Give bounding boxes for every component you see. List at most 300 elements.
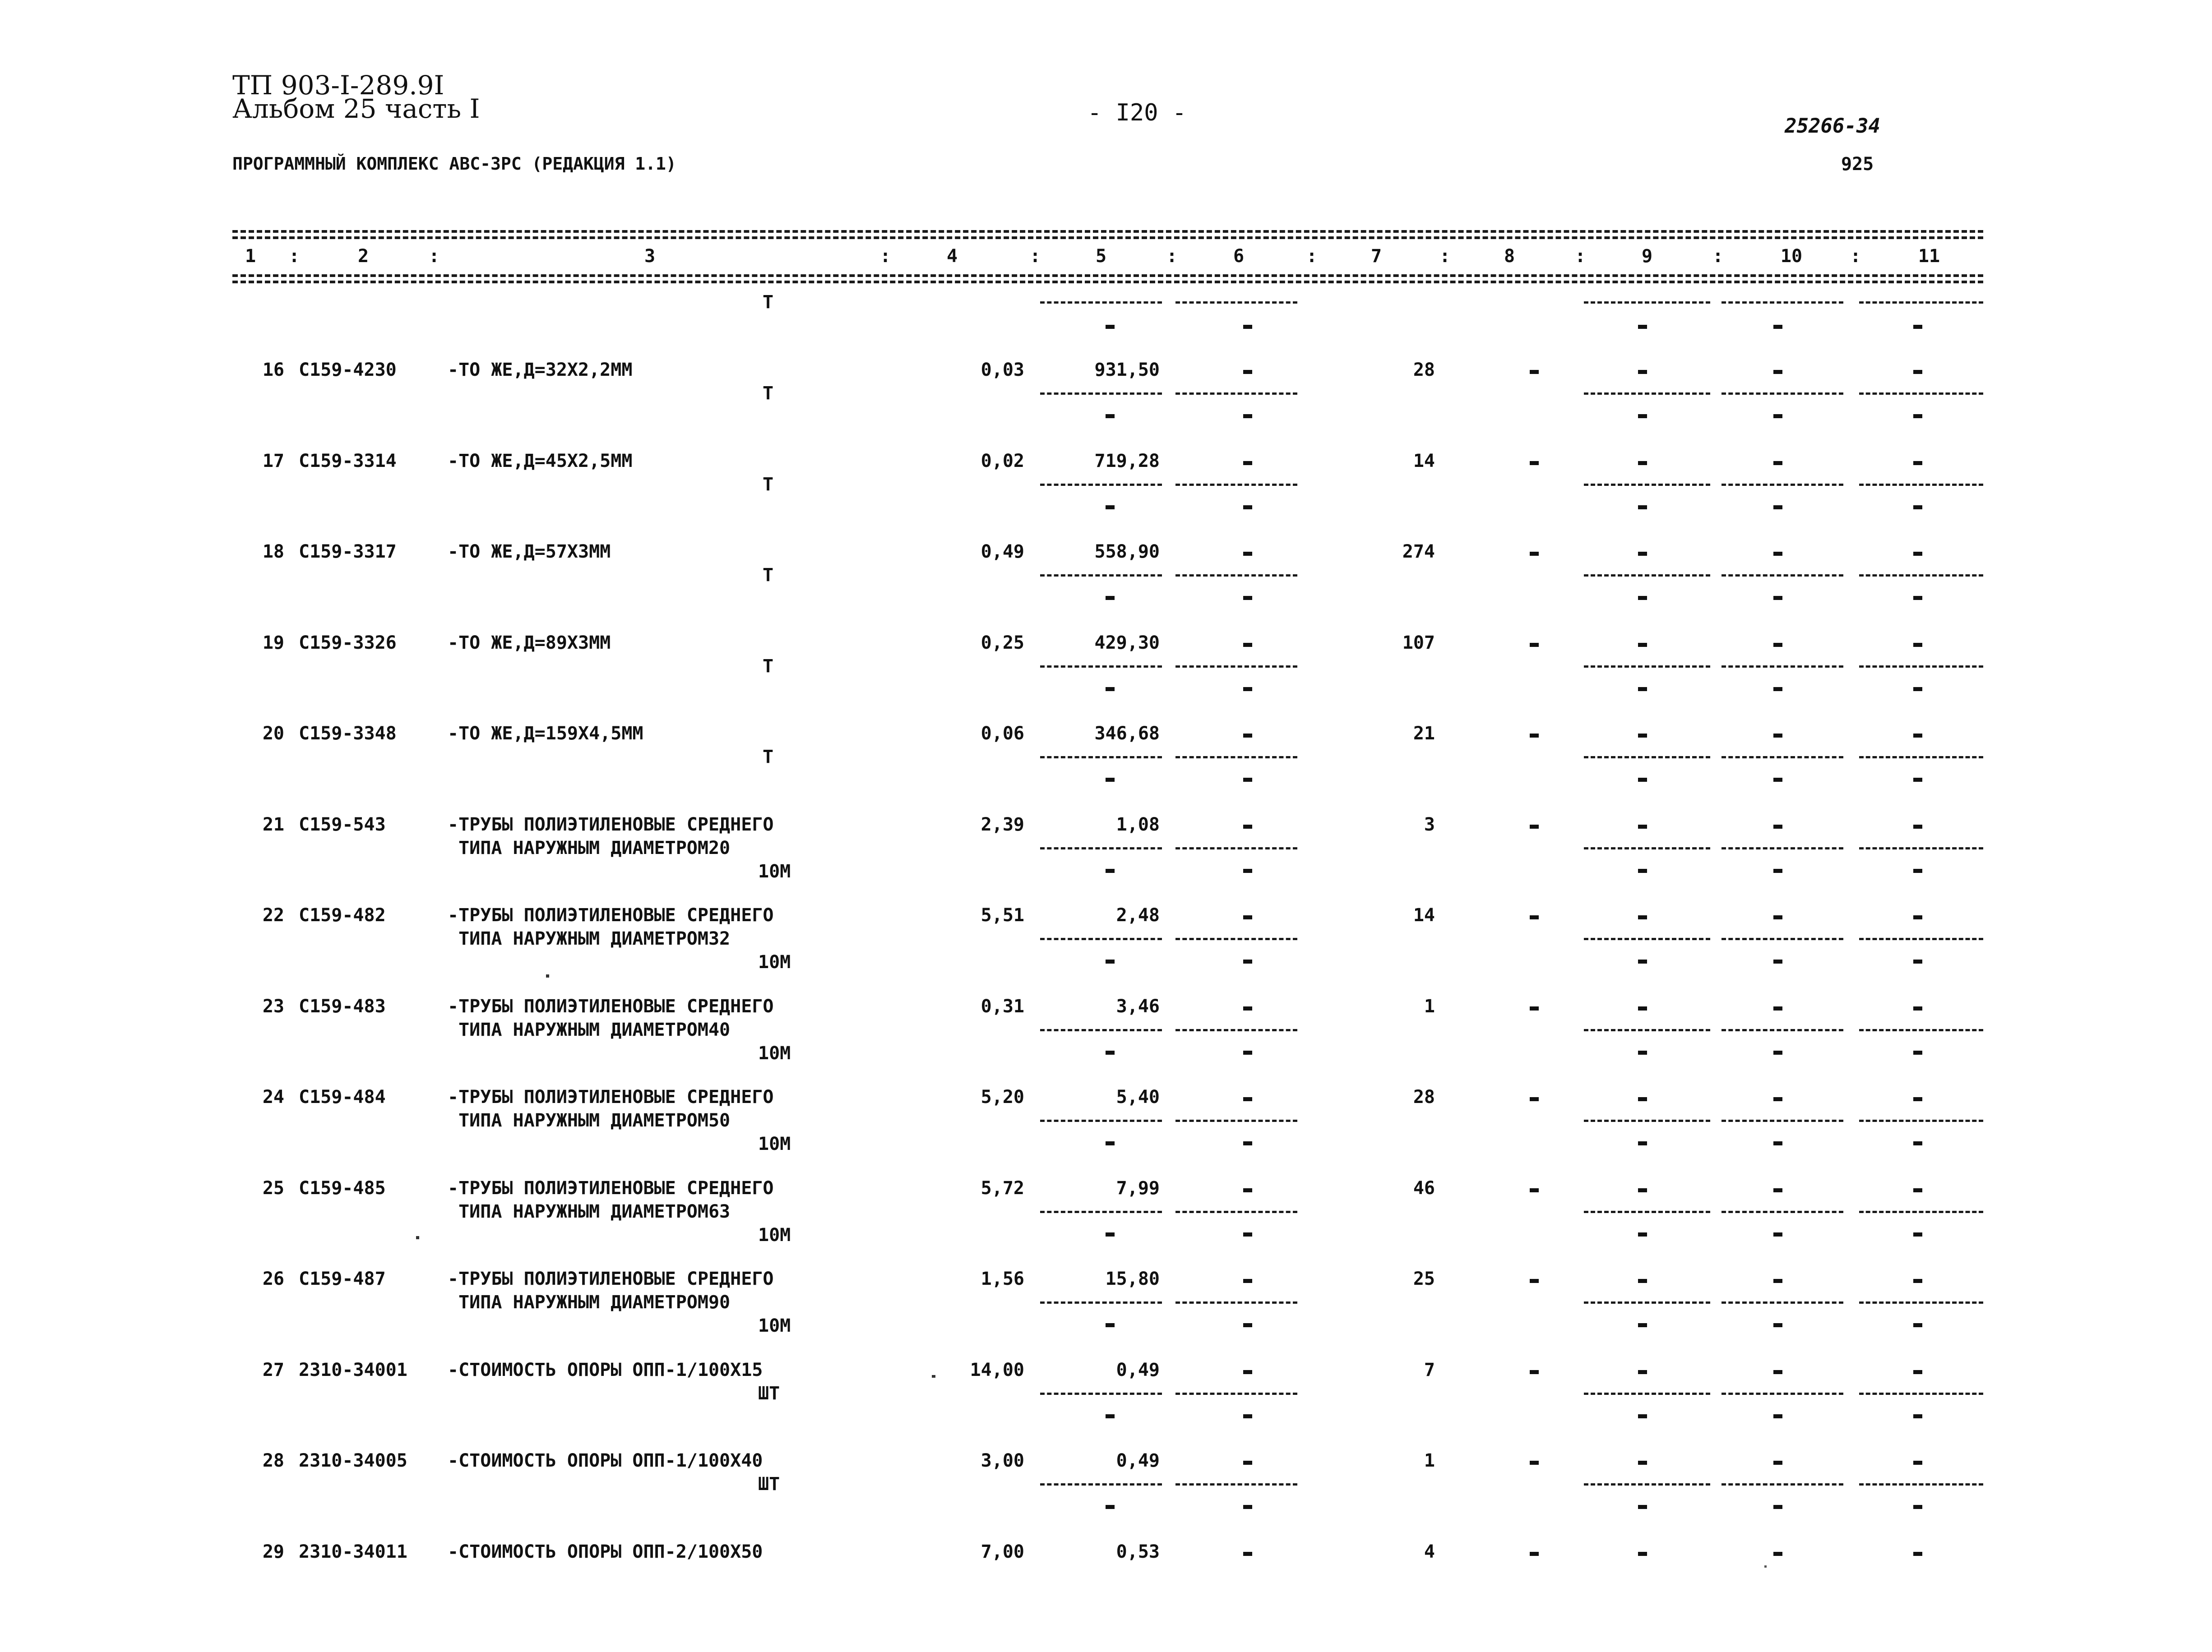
dash-mark — [1913, 1552, 1922, 1556]
dash-mark — [1913, 687, 1922, 691]
subtotal-rule — [1721, 756, 1843, 758]
subtotal-rule — [1859, 1483, 1983, 1486]
dash-mark — [1530, 915, 1539, 919]
document-code: ТП 903-I-289.9I — [232, 70, 444, 101]
unit-label: 10М — [758, 1315, 791, 1336]
column-header-11: 11 — [1918, 246, 1940, 267]
price-value: 0,49 — [1116, 1360, 1160, 1380]
subtotal-rule — [1721, 1393, 1843, 1395]
quantity-value: 7,00 — [981, 1541, 1024, 1562]
subtotal-rule — [1584, 847, 1710, 849]
dash-mark — [1913, 596, 1922, 600]
subtotal-rule — [1175, 847, 1297, 849]
dash-mark — [1638, 1505, 1647, 1509]
item-description: ТИПА НАРУЖНЫМ ДИАМЕТРОМ63 — [448, 1201, 731, 1222]
dash-mark — [1243, 461, 1252, 465]
dash-mark — [1106, 960, 1115, 964]
subtotal-rule — [1721, 665, 1843, 668]
dash-mark — [1773, 1006, 1782, 1011]
quantity-value: 2,39 — [981, 814, 1024, 835]
item-code: С159-483 — [299, 996, 386, 1017]
row-number: 18 — [262, 541, 284, 562]
row-number: 21 — [262, 814, 284, 835]
dash-mark — [1243, 1505, 1252, 1509]
dash-mark — [1913, 825, 1922, 829]
subtotal-rule — [1859, 847, 1983, 849]
dash-mark — [1243, 1097, 1252, 1101]
row-number: 26 — [262, 1269, 284, 1289]
item-description: -ТО ЖЕ,Д=45Х2,5ММ — [448, 451, 633, 471]
dash-mark — [1638, 414, 1647, 418]
quantity-value: 0,02 — [981, 451, 1024, 471]
unit-label: ШТ — [758, 1383, 780, 1404]
dash-mark — [1638, 1370, 1647, 1374]
dash-mark — [1913, 1370, 1922, 1374]
subtotal-rule — [1584, 1211, 1710, 1213]
quantity-value: 0,25 — [981, 632, 1024, 653]
dash-mark — [1773, 1323, 1782, 1327]
dash-mark — [1106, 1414, 1115, 1418]
subtotal-rule — [1040, 1029, 1162, 1031]
album-label: Альбом 25 часть I — [232, 93, 480, 124]
dash-mark — [1243, 1279, 1252, 1283]
subtotal-rule — [1721, 484, 1843, 486]
dash-mark — [1638, 643, 1647, 647]
dash-mark — [1913, 1414, 1922, 1418]
dash-mark — [1773, 1505, 1782, 1509]
dash-mark — [1913, 778, 1922, 782]
dash-mark — [1773, 414, 1782, 418]
dash-mark — [1913, 734, 1922, 738]
subtotal-rule — [1175, 484, 1297, 486]
column-separator: : — [289, 246, 300, 267]
dash-mark — [1638, 1141, 1647, 1145]
subtotal-rule — [1721, 1120, 1843, 1122]
quantity-value: 0,06 — [981, 723, 1024, 744]
dash-mark — [1773, 505, 1782, 509]
subtotal-rule — [1859, 938, 1983, 940]
dash-mark — [1106, 1141, 1115, 1145]
subtotal-rule — [1040, 1120, 1162, 1122]
dash-mark — [1638, 1006, 1647, 1011]
dash-mark — [1243, 1188, 1252, 1192]
column-header-9: 9 — [1641, 246, 1653, 267]
column-separator: : — [1850, 246, 1861, 267]
subtotal-rule — [1175, 1393, 1297, 1395]
quantity-value: 1,56 — [981, 1269, 1024, 1289]
dash-mark — [1913, 1188, 1922, 1192]
cost-value: 4 — [1424, 1541, 1435, 1562]
dash-mark — [1106, 1323, 1115, 1327]
item-description: -ТРУБЫ ПОЛИЭТИЛЕНОВЫЕ СРЕДНЕГО — [448, 1269, 774, 1289]
dash-mark — [1913, 414, 1922, 418]
dash-mark — [1913, 505, 1922, 509]
dash-mark — [1913, 370, 1922, 374]
quantity-value: 0,03 — [981, 360, 1024, 380]
subtotal-rule — [1040, 484, 1162, 486]
dash-mark — [1638, 596, 1647, 600]
dash-mark — [1913, 1505, 1922, 1509]
price-value: 0,53 — [1116, 1541, 1160, 1562]
cost-value: 28 — [1413, 360, 1435, 380]
dash-mark — [1773, 325, 1782, 329]
dash-mark — [1638, 505, 1647, 509]
dash-mark — [1106, 505, 1115, 509]
subtotal-rule — [1175, 1211, 1297, 1213]
subtotal-rule — [1175, 756, 1297, 758]
row-number: 20 — [262, 723, 284, 744]
column-separator: : — [1306, 246, 1318, 267]
column-header-8: 8 — [1504, 246, 1515, 267]
dash-mark — [1530, 643, 1539, 647]
column-header-5: 5 — [1095, 246, 1107, 267]
subtotal-rule — [1040, 301, 1162, 304]
dash-mark — [1106, 1232, 1115, 1237]
unit-label: Т — [763, 292, 774, 313]
price-value: 346,68 — [1094, 723, 1160, 744]
dash-mark — [1243, 643, 1252, 647]
item-description: -ТРУБЫ ПОЛИЭТИЛЕНОВЫЕ СРЕДНЕГО — [448, 814, 774, 835]
cost-value: 1 — [1424, 1450, 1435, 1471]
item-code: С159-484 — [299, 1087, 386, 1107]
subtotal-rule — [1859, 1301, 1983, 1304]
dash-mark — [1913, 1279, 1922, 1283]
header-rule-bottom-2 — [232, 281, 1983, 283]
dash-mark — [1106, 325, 1115, 329]
unit-label: Т — [763, 383, 774, 404]
dash-mark — [1243, 915, 1252, 919]
item-description: -ТО ЖЕ,Д=57Х3ММ — [448, 541, 611, 562]
item-description: -СТОИМОСТЬ ОПОРЫ ОПП-1/100Х40 — [448, 1450, 763, 1471]
dash-mark — [1243, 1006, 1252, 1011]
dash-mark — [1773, 915, 1782, 919]
row-number: 19 — [262, 632, 284, 653]
dash-mark — [1773, 552, 1782, 556]
dash-mark — [1243, 825, 1252, 829]
price-value: 558,90 — [1094, 541, 1160, 562]
quantity-value: 5,72 — [981, 1178, 1024, 1199]
column-separator: : — [1439, 246, 1451, 267]
dash-mark — [1638, 1188, 1647, 1192]
dash-mark — [1638, 461, 1647, 465]
price-value: 2,48 — [1116, 905, 1160, 926]
dash-mark — [1773, 1461, 1782, 1465]
dash-mark — [1243, 1232, 1252, 1237]
dash-mark — [1773, 1232, 1782, 1237]
row-number: 27 — [262, 1360, 284, 1380]
subtotal-rule — [1584, 1029, 1710, 1031]
dash-mark — [1243, 734, 1252, 738]
cost-value: 46 — [1413, 1178, 1435, 1199]
item-description: ТИПА НАРУЖНЫМ ДИАМЕТРОМ20 — [448, 838, 731, 858]
subtotal-rule — [1859, 1211, 1983, 1213]
subtotal-rule — [1584, 938, 1710, 940]
subtotal-rule — [1584, 1393, 1710, 1395]
subtotal-rule — [1859, 1029, 1983, 1031]
dash-mark — [1638, 1461, 1647, 1465]
item-code: С159-3326 — [299, 632, 397, 653]
column-header-2: 2 — [357, 246, 369, 267]
dash-mark — [1243, 1414, 1252, 1418]
dash-mark — [1773, 825, 1782, 829]
subtotal-rule — [1175, 1029, 1297, 1031]
subtotal-rule — [1584, 1301, 1710, 1304]
item-description: ТИПА НАРУЖНЫМ ДИАМЕТРОМ32 — [448, 928, 731, 949]
quantity-value: 0,31 — [981, 996, 1024, 1017]
price-value: 1,08 — [1116, 814, 1160, 835]
price-value: 5,40 — [1116, 1087, 1160, 1107]
dash-mark — [1530, 1370, 1539, 1374]
subtotal-rule — [1859, 301, 1983, 304]
unit-label: 10М — [758, 952, 791, 973]
dash-mark — [1243, 505, 1252, 509]
dash-mark — [1913, 1051, 1922, 1055]
subtotal-rule — [1721, 1211, 1843, 1213]
cost-value: 28 — [1413, 1087, 1435, 1107]
subtotal-rule — [1175, 665, 1297, 668]
column-header-3: 3 — [644, 246, 656, 267]
dash-mark — [1530, 552, 1539, 556]
dash-mark — [1243, 1141, 1252, 1145]
page-number: - I20 - — [1087, 99, 1187, 126]
price-value: 0,49 — [1116, 1450, 1160, 1471]
scan-speck — [546, 974, 549, 978]
dash-mark — [1913, 1461, 1922, 1465]
cost-value: 25 — [1413, 1269, 1435, 1289]
dash-mark — [1913, 1232, 1922, 1237]
subtotal-rule — [1584, 574, 1710, 577]
item-code: С159-487 — [299, 1269, 386, 1289]
quantity-value: 3,00 — [981, 1450, 1024, 1471]
subtotal-rule — [1175, 1301, 1297, 1304]
dash-mark — [1638, 825, 1647, 829]
subtotal-rule — [1175, 301, 1297, 304]
scan-speck — [416, 1236, 419, 1239]
dash-mark — [1243, 1370, 1252, 1374]
subtotal-rule — [1859, 1120, 1983, 1122]
unit-label: 10М — [758, 1225, 791, 1246]
subtotal-rule — [1040, 756, 1162, 758]
dash-mark — [1638, 1097, 1647, 1101]
subtotal-rule — [1859, 1393, 1983, 1395]
price-value: 931,50 — [1094, 360, 1160, 380]
dash-mark — [1913, 960, 1922, 964]
subtotal-rule — [1721, 1029, 1843, 1031]
column-separator: : — [1030, 246, 1041, 267]
item-code: С159-543 — [299, 814, 386, 835]
item-description: ТИПА НАРУЖНЫМ ДИАМЕТРОМ90 — [448, 1292, 731, 1313]
column-separator: : — [1166, 246, 1178, 267]
cost-value: 107 — [1402, 632, 1435, 653]
subtotal-rule — [1584, 665, 1710, 668]
dash-mark — [1913, 552, 1922, 556]
subtotal-rule — [1859, 484, 1983, 486]
dash-mark — [1530, 734, 1539, 738]
row-number: 16 — [262, 360, 284, 380]
dash-mark — [1638, 1279, 1647, 1283]
subtotal-rule — [1040, 1211, 1162, 1213]
dash-mark — [1773, 1414, 1782, 1418]
item-description: ТИПА НАРУЖНЫМ ДИАМЕТРОМ40 — [448, 1020, 731, 1040]
dash-mark — [1530, 1097, 1539, 1101]
dash-mark — [1773, 1552, 1782, 1556]
dash-mark — [1106, 1505, 1115, 1509]
subtotal-rule — [1859, 756, 1983, 758]
dash-mark — [1638, 1552, 1647, 1556]
subtotal-rule — [1175, 574, 1297, 577]
subtotal-rule — [1721, 847, 1843, 849]
item-code: С159-3317 — [299, 541, 397, 562]
dash-mark — [1638, 869, 1647, 873]
dash-mark — [1638, 370, 1647, 374]
item-code: 2310-34011 — [299, 1541, 407, 1562]
dash-mark — [1106, 778, 1115, 782]
unit-label: Т — [763, 656, 774, 677]
item-code: 2310-34005 — [299, 1450, 407, 1471]
dash-mark — [1638, 325, 1647, 329]
item-code: С159-482 — [299, 905, 386, 926]
cost-value: 274 — [1402, 541, 1435, 562]
dash-mark — [1243, 960, 1252, 964]
dash-mark — [1913, 1097, 1922, 1101]
dash-mark — [1638, 1232, 1647, 1237]
item-code: 2310-34001 — [299, 1360, 407, 1380]
item-description: -ТРУБЫ ПОЛИЭТИЛЕНОВЫЕ СРЕДНЕГО — [448, 996, 774, 1017]
item-description: -СТОИМОСТЬ ОПОРЫ ОПП-1/100Х15 — [448, 1360, 763, 1380]
item-description: -ТО ЖЕ,Д=159Х4,5ММ — [448, 723, 643, 744]
dash-mark — [1530, 370, 1539, 374]
dash-mark — [1773, 1370, 1782, 1374]
header-rule-top-1 — [232, 230, 1983, 233]
subtotal-rule — [1859, 392, 1983, 395]
item-code: С159-485 — [299, 1178, 386, 1199]
unit-label: ШТ — [758, 1474, 780, 1495]
dash-mark — [1530, 461, 1539, 465]
dash-mark — [1638, 734, 1647, 738]
dash-mark — [1243, 1323, 1252, 1327]
row-number: 17 — [262, 451, 284, 471]
dash-mark — [1638, 1414, 1647, 1418]
subtotal-rule — [1040, 665, 1162, 668]
price-value: 3,46 — [1116, 996, 1160, 1017]
subtotal-rule — [1584, 392, 1710, 395]
cost-value: 7 — [1424, 1360, 1435, 1380]
subtotal-rule — [1175, 392, 1297, 395]
item-description: -ТРУБЫ ПОЛИЭТИЛЕНОВЫЕ СРЕДНЕГО — [448, 905, 774, 926]
dash-mark — [1243, 596, 1252, 600]
subtotal-rule — [1040, 1393, 1162, 1395]
dash-mark — [1530, 1006, 1539, 1011]
dash-mark — [1106, 596, 1115, 600]
subtotal-rule — [1584, 1120, 1710, 1122]
cost-value: 3 — [1424, 814, 1435, 835]
dash-mark — [1243, 1461, 1252, 1465]
item-description: ТИПА НАРУЖНЫМ ДИАМЕТРОМ50 — [448, 1110, 731, 1131]
sheet-code: 25266-34 — [1785, 115, 1880, 138]
dash-mark — [1106, 869, 1115, 873]
subtotal-rule — [1721, 392, 1843, 395]
cost-value: 21 — [1413, 723, 1435, 744]
column-header-10: 10 — [1780, 246, 1803, 267]
cost-value: 14 — [1413, 451, 1435, 471]
dash-mark — [1913, 915, 1922, 919]
header-rule-bottom-1 — [232, 274, 1983, 277]
column-header-6: 6 — [1233, 246, 1245, 267]
unit-label: 10М — [758, 1043, 791, 1064]
column-separator: : — [880, 246, 891, 267]
item-description: -ТРУБЫ ПОЛИЭТИЛЕНОВЫЕ СРЕДНЕГО — [448, 1178, 774, 1199]
quantity-value: 14,00 — [970, 1360, 1024, 1380]
subtotal-rule — [1040, 847, 1162, 849]
column-separator: : — [1575, 246, 1586, 267]
item-description: -ТРУБЫ ПОЛИЭТИЛЕНОВЫЕ СРЕДНЕГО — [448, 1087, 774, 1107]
dash-mark — [1913, 1323, 1922, 1327]
subtotal-rule — [1584, 1483, 1710, 1486]
column-header-4: 4 — [946, 246, 958, 267]
item-code: С159-3314 — [299, 451, 397, 471]
dash-mark — [1913, 325, 1922, 329]
dash-mark — [1773, 734, 1782, 738]
quantity-value: 0,49 — [981, 541, 1024, 562]
unit-label: 10М — [758, 1134, 791, 1154]
dash-mark — [1638, 552, 1647, 556]
dash-mark — [1773, 960, 1782, 964]
dash-mark — [1243, 869, 1252, 873]
column-header-7: 7 — [1370, 246, 1382, 267]
subtotal-rule — [1721, 1301, 1843, 1304]
subtotal-rule — [1040, 392, 1162, 395]
row-number: 23 — [262, 996, 284, 1017]
dash-mark — [1913, 1006, 1922, 1011]
program-title: ПРОГРАММНЫЙ КОМПЛЕКС АВС-3РС (РЕДАКЦИЯ 1.1) — [232, 154, 676, 174]
dash-mark — [1638, 1323, 1647, 1327]
dash-mark — [1773, 1279, 1782, 1283]
item-code: С159-4230 — [299, 360, 397, 380]
dash-mark — [1243, 1051, 1252, 1055]
dash-mark — [1913, 643, 1922, 647]
subtotal-rule — [1040, 574, 1162, 577]
subtotal-rule — [1721, 574, 1843, 577]
subtotal-rule — [1584, 301, 1710, 304]
unit-label: Т — [763, 747, 774, 767]
quantity-value: 5,51 — [981, 905, 1024, 926]
dash-mark — [1773, 1188, 1782, 1192]
subtotal-rule — [1721, 938, 1843, 940]
dash-mark — [1913, 869, 1922, 873]
scan-speck — [1764, 1565, 1767, 1568]
dash-mark — [1638, 915, 1647, 919]
dash-mark — [1773, 643, 1782, 647]
subtotal-rule — [1584, 484, 1710, 486]
subtotal-rule — [1721, 1483, 1843, 1486]
dash-mark — [1106, 1051, 1115, 1055]
column-header-1: 1 — [245, 246, 256, 267]
subtotal-rule — [1040, 938, 1162, 940]
subtotal-rule — [1721, 301, 1843, 304]
subtotal-rule — [1040, 1301, 1162, 1304]
subtotal-rule — [1859, 574, 1983, 577]
dash-mark — [1243, 370, 1252, 374]
dash-mark — [1638, 687, 1647, 691]
dash-mark — [1530, 1279, 1539, 1283]
dash-mark — [1243, 552, 1252, 556]
dash-mark — [1773, 461, 1782, 465]
dash-mark — [1106, 687, 1115, 691]
column-separator: : — [1712, 246, 1724, 267]
subtotal-rule — [1175, 1120, 1297, 1122]
dash-mark — [1638, 1051, 1647, 1055]
dash-mark — [1773, 596, 1782, 600]
